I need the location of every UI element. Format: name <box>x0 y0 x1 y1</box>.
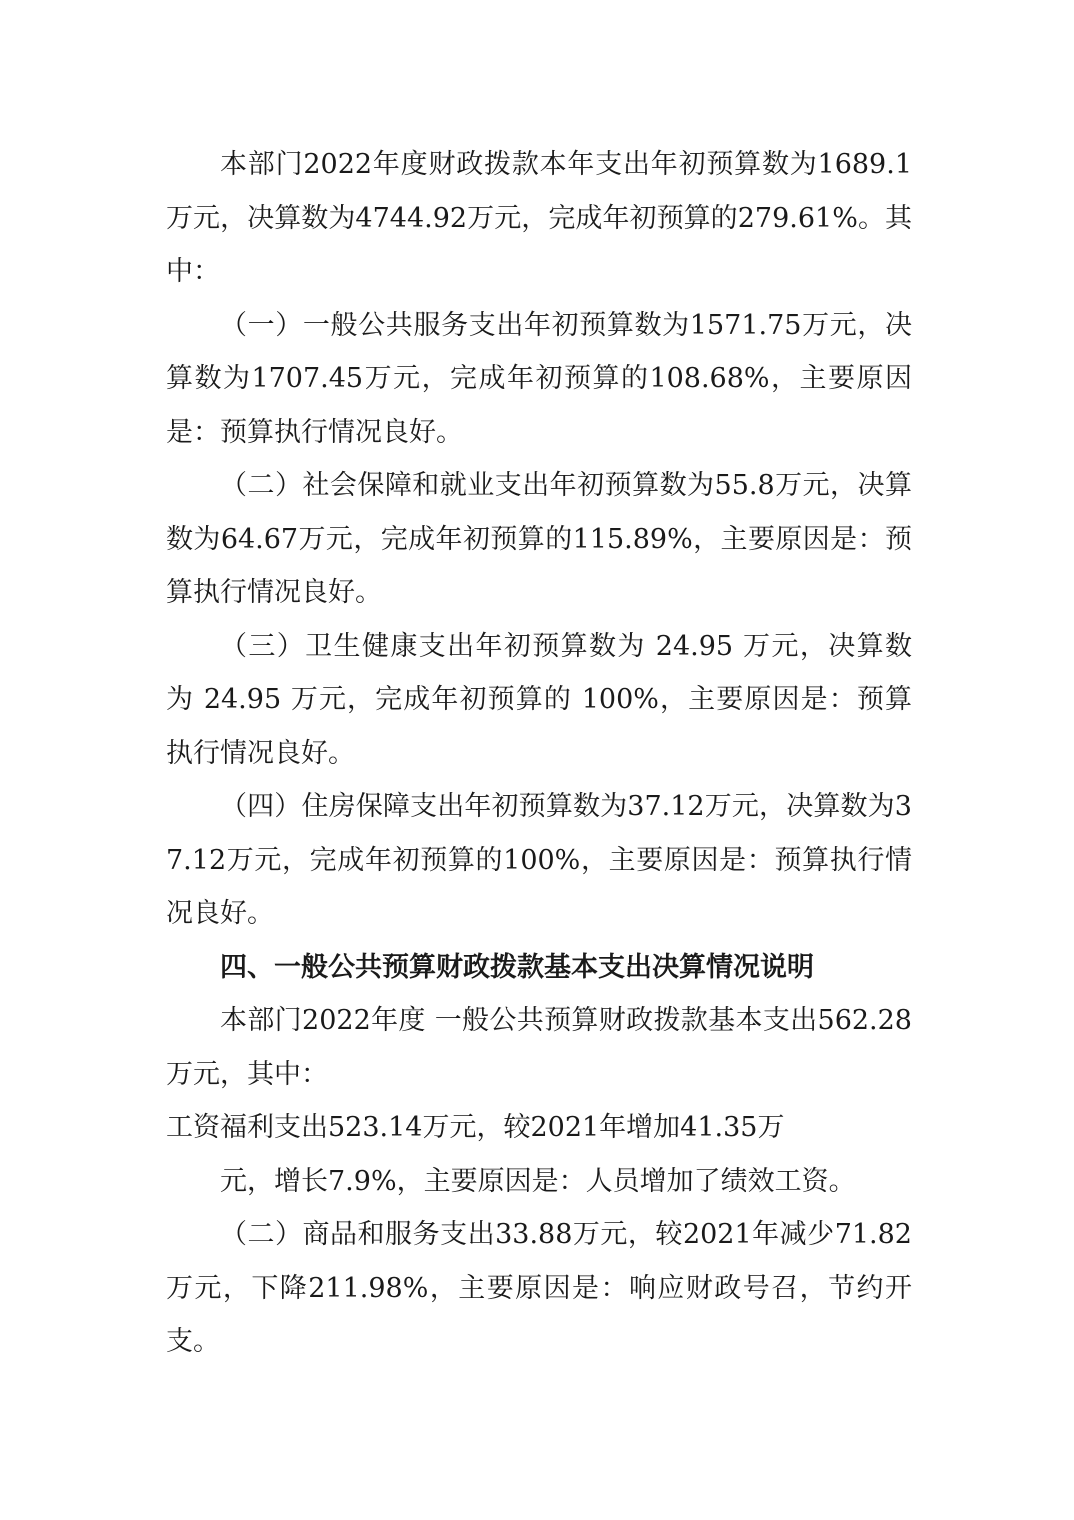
paragraph-housing: （四）住房保障支出年初预算数为37.12万元，决算数为37.12万元，完成年初预算的100%，主要原因是：预算执行情况良好。 <box>166 791 912 929</box>
paragraph-basic-expenditure: 本部门2022年度 一般公共预算财政拨款基本支出562.28万元，其中： <box>166 1005 912 1090</box>
document-body <box>166 138 912 1369</box>
paragraph-general-public-services: （一）一般公共服务支出年初预算数为1571.75万元，决算数为1707.45万元，完成年初预算的108.68%，主要原因是：预算执行情况良好。 <box>166 309 912 448</box>
paragraph-goods-services: （二）商品和服务支出33.88万元，较2021年减少71.82 万元，下降211.98%，主要原因是：响应财政号召，节约开支。 <box>166 1219 912 1357</box>
paragraph-wages-line-2: 元，增长7.9%，主要原因是：人员增加了绩效工资。 <box>220 1165 856 1197</box>
section-heading: 四、一般公共预算财政拨款基本支出决算情况说明 <box>220 951 814 983</box>
paragraph-social-security: （二）社会保障和就业支出年初预算数为55.8万元，决算数为64.67万元，完成年初预算的115.89%，主要原因是：预算执行情况良好。 <box>166 470 912 608</box>
paragraph-total-budget: 本部门2022年度财政拨款本年支出年初预算数为1689.1万元，决算数为4744.92万元，完成年初预算的279.61%。其中： <box>166 149 912 287</box>
paragraph-health: （三）卫生健康支出年初预算数为 24.95 万元，决算数 为 24.95 万元，完成年初预算的 100%，主要原因是：预算执行情况良好。 <box>166 630 912 769</box>
paragraph-wages-line-1: 工资福利支出523.14万元，较2021年增加41.35万 <box>166 1112 785 1143</box>
